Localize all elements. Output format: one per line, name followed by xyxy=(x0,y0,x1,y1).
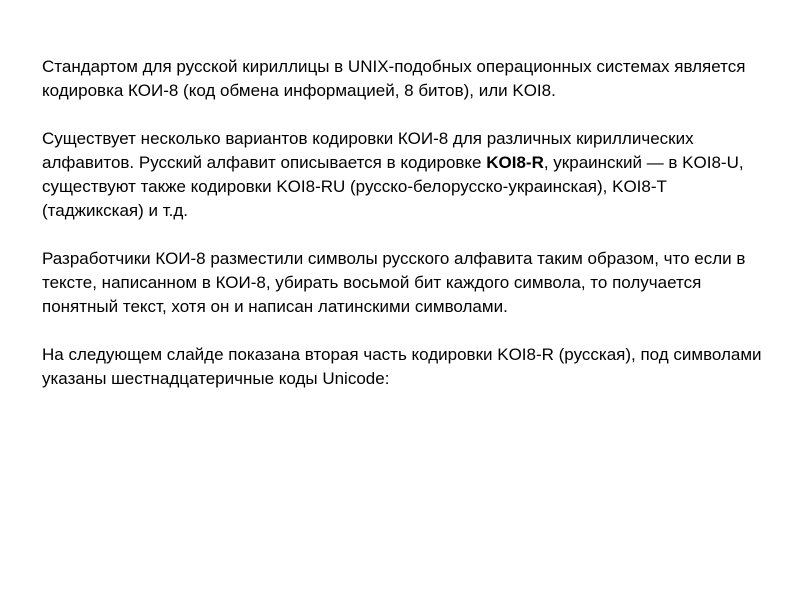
paragraph-koi8-standard: Стандартом для русской кириллицы в UNIX-подобных операционных системах является кодировка КОИ-8 (код обмена информацией, 8 битов), или KOI8. xyxy=(42,57,746,100)
koi8-r-term: KOI8-R xyxy=(486,153,544,172)
paragraph-koi8-variants xyxy=(42,127,770,223)
paragraph-koi8-variants-lead: Существует несколько вариантов кодировки КОИ-8 для различных кириллических алфавитов. Русский алфавит описывается в кодировке xyxy=(42,129,694,172)
paragraph-next-slide: На следующем слайде показана вторая часть кодировки KOI8-R (русская), под символами указаны шестнадцатеричные коды Unicode: xyxy=(42,345,762,388)
paragraph-koi8-variants-tail: , украинский — в KOI8-U, существуют также кодировки KOI8-RU (русско-белорусско-украинская), KOI8-T (таджикская) и т.д. xyxy=(42,153,744,220)
paragraph-koi8-design: Разработчики КОИ-8 разместили символы русского алфавита таким образом, что если в тексте, написанном в КОИ-8, убирать восьмой бит каждого символа, то получается понятный текст, хотя он и написан латинскими символами. xyxy=(42,249,746,316)
